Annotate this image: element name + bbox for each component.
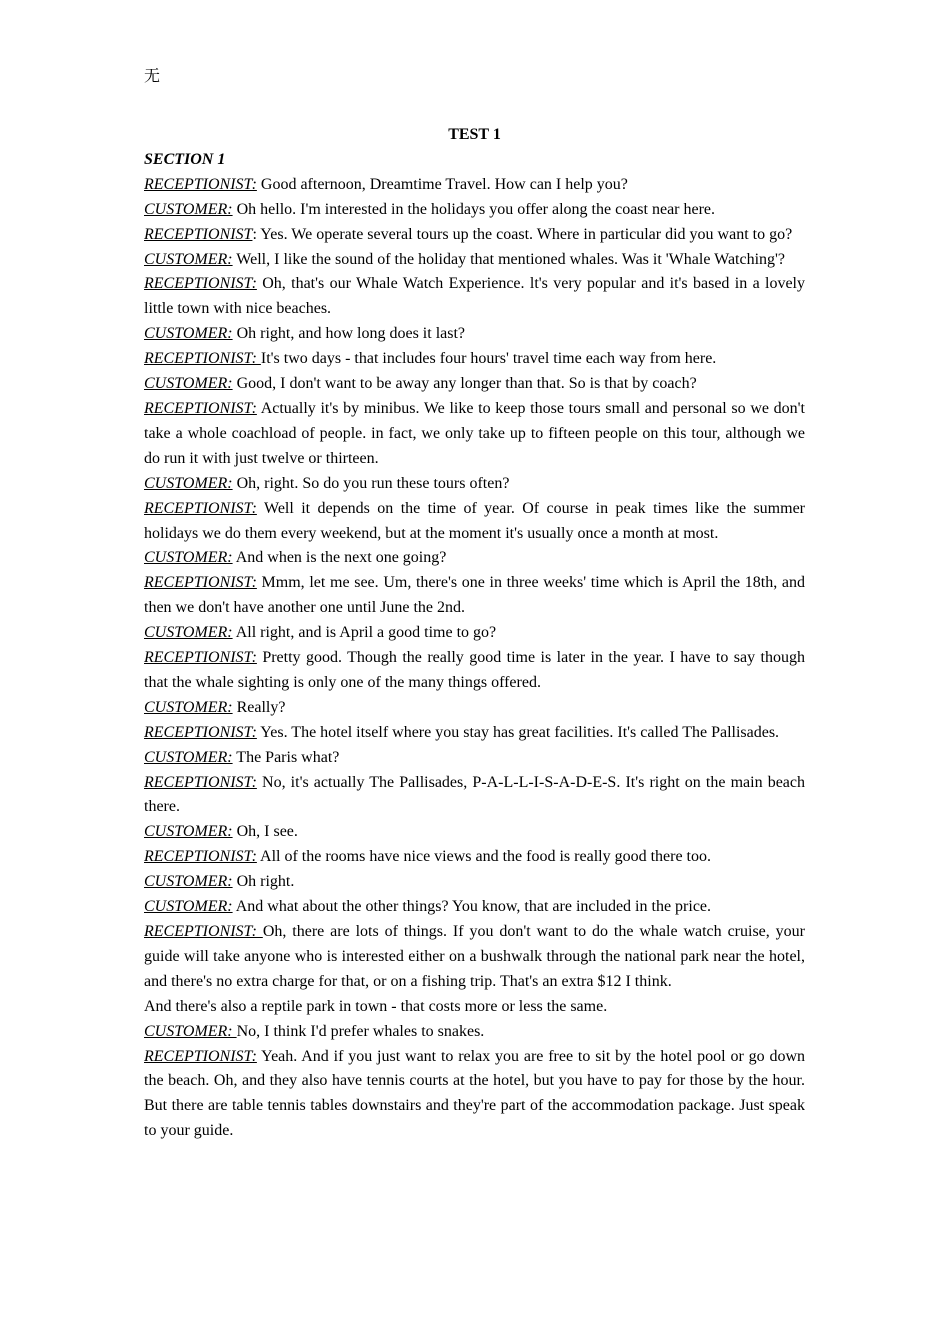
dialogue-line [144, 646, 805, 696]
speaker-label: CUSTOMER: [144, 325, 233, 343]
dialogue-line [144, 895, 805, 920]
dialogue-text: Oh right. [232, 873, 295, 891]
speaker-label: CUSTOMER: [144, 873, 233, 891]
speaker-label: RECEPTIONIST: [144, 773, 257, 791]
speaker-label: CUSTOMER: [144, 748, 233, 766]
dialogue-text: No, I think I'd prefer whales to snakes. [236, 1022, 485, 1040]
dialogue-text: Oh, right. So do you run these tours often? [232, 474, 510, 492]
speaker-label: CUSTOMER: [144, 200, 233, 218]
dialogue-text: Oh, I see. [232, 823, 298, 841]
dialogue-line [144, 771, 805, 821]
dialogue-line [144, 820, 805, 845]
dialogue-text: Yes. The hotel itself where you stay has great facilities. It's called The Pallisades. [256, 723, 780, 741]
speaker-label: RECEPTIONIST: [144, 649, 257, 667]
dialogue-text: Oh hello. I'm interested in the holidays you offer along the coast near here. [232, 200, 716, 218]
speaker-label: CUSTOMER: [144, 1022, 237, 1040]
speaker-label: RECEPTIONIST: [144, 499, 257, 517]
dialogue-line [144, 223, 805, 248]
dialogue-line [144, 397, 805, 472]
dialogue-line [144, 248, 805, 273]
dialogue-text: Oh, that's our Whale Watch Experience. lt's very popular and it's based in a lovely little town with nice beaches. [144, 275, 805, 318]
speaker-label: RECEPTIONIST: [144, 399, 257, 417]
dialogue-line [144, 746, 805, 771]
dialogue-text: And there's also a reptile park in town - that costs more or less the same. [144, 997, 608, 1015]
dialogue-text: It's two days - that includes four hours' travel time each way from here. [260, 350, 717, 368]
speaker-label: CUSTOMER: [144, 823, 233, 841]
speaker-label: CUSTOMER: [144, 624, 233, 642]
speaker-label: RECEPTIONIST [144, 225, 253, 243]
dialogue-line [144, 372, 805, 397]
dialogue-text: All of the rooms have nice views and the food is really good there too. [256, 848, 711, 866]
dialogue-line [144, 995, 805, 1020]
speaker-label: RECEPTIONIST: [144, 350, 261, 368]
dialogue-line [144, 571, 805, 621]
transcript [144, 123, 805, 1144]
dialogue-line [144, 322, 805, 347]
dialogue-line [144, 1020, 805, 1045]
speaker-label: CUSTOMER: [144, 375, 233, 393]
dialogue-line [144, 472, 805, 497]
dialogue-line [144, 546, 805, 571]
dialogue-text: Pretty good. Though the really good time is later in the year. I have to say though that the whale sighting is only one of the many things offered. [144, 649, 805, 691]
dialogue-line [144, 920, 805, 995]
dialogue-text: : Yes. We operate several tours up the coast. Where in particular did you want to go? [252, 225, 793, 243]
speaker-label: CUSTOMER: [144, 474, 233, 492]
dialogue-line [144, 870, 805, 895]
dialogue-text: All right, and is April a good time to go? [232, 624, 497, 642]
dialogue-line [144, 845, 805, 870]
dialogue-line [144, 173, 805, 198]
dialogue-line [144, 497, 805, 547]
dialogue-text: Oh right, and how long does it last? [232, 325, 466, 343]
speaker-label: CUSTOMER: [144, 898, 233, 916]
speaker-label: CUSTOMER: [144, 549, 233, 567]
dialogue-text: Actually it's by minibus. We like to keep those tours small and personal so we don't take a whole coachload of people. in fact, we only take up to fifteen people on this tour, although we do run it with just twelve or thirteen. [144, 399, 805, 467]
dialogue-line [144, 272, 805, 322]
dialogue-text: Mmm, let me see. Um, there's one in three weeks' time which is April the 18th, and then we don't have another one until June the 2nd. [144, 574, 805, 617]
speaker-label: RECEPTIONIST: [144, 175, 257, 193]
dialogue-text: Good, I don't want to be away any longer than that. So is that by coach? [232, 375, 697, 393]
header-mark: 无 [144, 66, 161, 85]
dialogue-text: Good afternoon, Dreamtime Travel. How can I help you? [256, 175, 628, 193]
dialogue-text: Well, I like the sound of the holiday that mentioned whales. Was it 'Whale Watching'? [232, 250, 786, 268]
dialogue-line [144, 347, 805, 372]
dialogue-line [144, 696, 805, 721]
dialogue-text: Really? [232, 698, 286, 716]
speaker-label: RECEPTIONIST: [144, 1047, 257, 1065]
dialogue-line [144, 621, 805, 646]
dialogue-text: Well it depends on the time of year. Of course in peak times like the summer holidays we do them every weekend, but at the moment it's usually once a month at most. [144, 499, 805, 542]
dialogue-line [144, 721, 805, 746]
dialogue-text: Yeah. And if you just want to relax you are free to sit by the hotel pool or go down the beach. Oh, and they also have tennis courts at the hotel, but you have to pay for those by the hour. But there are table tennis tables downstairs and they're part of the accommodation package. Just speak to your guide. [144, 1047, 805, 1140]
speaker-label: RECEPTIONIST: [144, 574, 257, 592]
dialogue-text: No, it's actually The Pallisades, P-A-L-L-I-S-A-D-E-S. It's right on the main beach there. [144, 773, 805, 816]
speaker-label: RECEPTIONIST: [144, 275, 257, 293]
dialogue-line [144, 198, 805, 223]
dialogue-text: Oh, there are lots of things. If you don't want to do the whale watch cruise, your guide will take anyone who is interested either on a bushwalk through the national park near the hotel, and there's no extra charge for that, or on a fishing trip. That's an extra $12 I think. [144, 923, 806, 990]
speaker-label: RECEPTIONIST: [144, 723, 257, 741]
dialogue-text: The Paris what? [232, 748, 340, 766]
dialogue-line [144, 1045, 805, 1145]
dialogue-text: And what about the other things? You know, that are included in the price. [232, 898, 712, 916]
speaker-label: CUSTOMER: [144, 698, 233, 716]
speaker-label: RECEPTIONIST: [144, 923, 263, 940]
speaker-label: CUSTOMER: [144, 250, 233, 268]
speaker-label: RECEPTIONIST: [144, 848, 257, 866]
dialogue-text: And when is the next one going? [232, 549, 447, 567]
test-title: TEST 1 [448, 126, 501, 143]
section-heading: SECTION 1 [144, 150, 226, 168]
